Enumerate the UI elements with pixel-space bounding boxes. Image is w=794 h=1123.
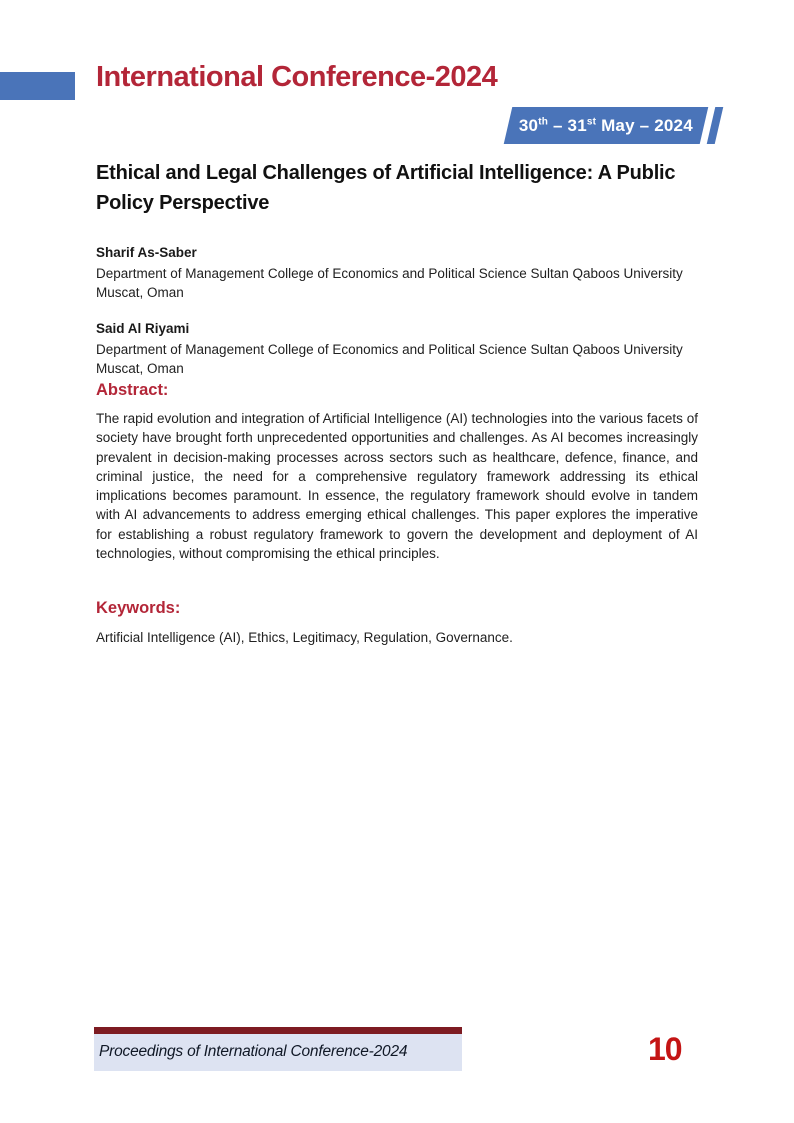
abstract-text: The rapid evolution and integration of Artificial Intelligence (AI) technologies into the various facets of society have brought forth unprecedented opportunities and challenges. As AI becomes increasingly prevalent in decision-making processes across sectors such as healthcare, defence, finance, and criminal justice, the need for a comprehensive regulatory framework addressing its ethical implications becomes paramount. In essence, the regulatory framework should evolve in tandem with AI advancements to address emerging ethical challenges. This paper explores the imperative for establishing a robust regulatory framework to govern the development and deployment of AI technologies, without compromising the ethical principles. [96, 411, 698, 562]
header-blue-accent-bar [0, 72, 75, 100]
footer-maroon-bar [94, 1027, 462, 1034]
author-name: Sharif As-Saber [96, 245, 197, 260]
author-name: Said Al Riyami [96, 321, 190, 336]
author-affiliation: Department of Management College of Economics and Political Science Sultan Qaboos University Muscat, Oman [96, 342, 683, 376]
footer-proceedings-box [94, 1027, 462, 1071]
abstract-heading: Abstract: [96, 381, 169, 399]
keywords-text: Artificial Intelligence (AI), Ethics, Legitimacy, Regulation, Governance. [96, 630, 513, 645]
date-badge-main [504, 107, 709, 144]
footer-proceedings-text: Proceedings of International Conference-2024 [99, 1043, 408, 1060]
date-badge-sliver [707, 107, 724, 144]
conference-title: International Conference-2024 [96, 61, 498, 93]
author-block [96, 243, 698, 302]
page-number: 10 [648, 1031, 682, 1067]
author-block [96, 319, 698, 378]
footer-text-box [94, 1034, 462, 1071]
keywords-heading: Keywords: [96, 599, 181, 617]
date-badge-text: 30th – 31st May – 2024 [519, 115, 693, 135]
authors-section [96, 243, 698, 395]
author-affiliation: Department of Management College of Economics and Political Science Sultan Qaboos University Muscat, Oman [96, 266, 683, 300]
paper-title: Ethical and Legal Challenges of Artificial Intelligence: A Public Policy Perspective [96, 162, 676, 214]
